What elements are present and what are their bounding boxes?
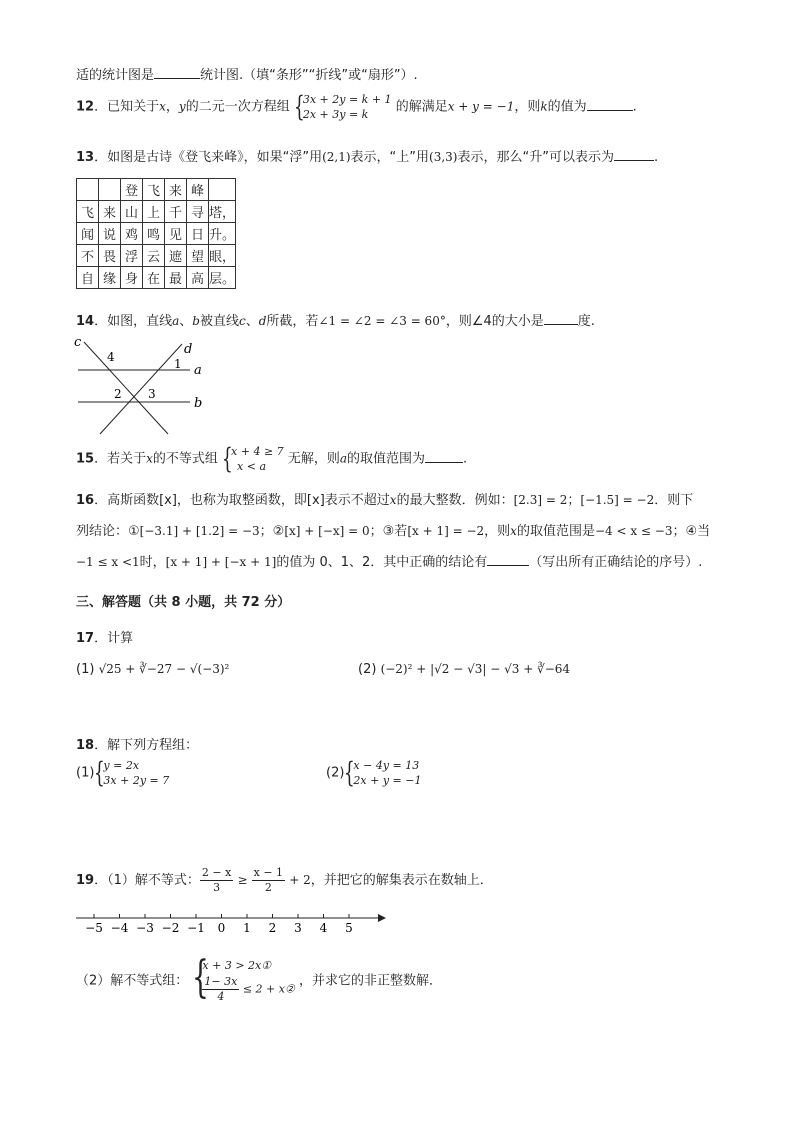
- inequality-2: x < a: [237, 460, 267, 473]
- var-x: x: [510, 524, 517, 538]
- grid-cell: 自: [77, 267, 99, 289]
- axis-arrow-icon: [378, 914, 386, 922]
- q16-text-c: ．则下: [654, 493, 694, 508]
- question-19-part-2: [76, 952, 442, 1004]
- lines-figure: [70, 334, 210, 438]
- q15-text-post2: 的取值范围为: [346, 451, 425, 467]
- grid-cell: 千: [165, 201, 187, 223]
- axis-tick-label: 3: [294, 921, 302, 935]
- question-14: [76, 310, 595, 329]
- grid-cell: 来: [165, 179, 187, 201]
- question-number: 17: [76, 631, 95, 646]
- var-d: d: [258, 314, 267, 328]
- question-18: [76, 734, 198, 753]
- equation-1: y = 2x: [103, 759, 140, 772]
- brace: {: [293, 90, 305, 123]
- question-16-line-1: 16．高斯函数[x]，也称为取整函数，即[x]表示不超过x的最大整数．例如：[2.3] = 2；[−1.5] = −2．则下: [76, 493, 694, 508]
- q18-title: ．解下列方程组：: [94, 738, 199, 753]
- fraction: [200, 866, 233, 895]
- q11-text-2: 统计图.（填“条形”“折线”或“扇形”）.: [200, 68, 418, 83]
- example-1: [2.3] = 2: [513, 493, 568, 507]
- grid-cell: 飞: [143, 179, 165, 201]
- q15-end: .: [463, 451, 468, 467]
- question-12: [76, 92, 637, 122]
- brace: {: [94, 756, 106, 789]
- expression: √25 + ∛−27 − √(−3)²: [98, 662, 230, 676]
- q16-text: ，则: [484, 524, 511, 539]
- expression: (−2)² + |√2 − √3| − √3 + ∛−64: [380, 662, 571, 676]
- var-x: x: [159, 99, 166, 114]
- numerator: 2 − x: [201, 866, 232, 879]
- angle-2-label: 2: [114, 387, 122, 401]
- question-13: [76, 146, 658, 165]
- part-label: (1): [76, 765, 95, 781]
- q12-condition: x + y = −1: [447, 99, 515, 114]
- q14-end: 度.: [577, 314, 595, 329]
- q12-text-post: 的解满足: [395, 99, 448, 115]
- conclusion-3: [x + 1] = −2: [407, 524, 485, 538]
- equation-system: [344, 758, 421, 788]
- var-b: b: [192, 314, 200, 328]
- question-19-part-1: [76, 866, 493, 895]
- q13-end: .: [653, 150, 659, 165]
- var-a: a: [172, 314, 180, 328]
- grid-cell: 说: [99, 223, 121, 245]
- equation-system: [294, 92, 392, 122]
- q15-text-post: 无解，则: [287, 451, 340, 467]
- grid-cell: 浮: [121, 245, 143, 267]
- poem-grid: [76, 178, 236, 289]
- q12-end: .: [632, 99, 637, 115]
- denominator: 4: [217, 990, 225, 1003]
- q13-text: ．如图是古诗《登飞来峰》，如果“浮”用: [94, 150, 323, 165]
- var-x: x: [146, 451, 153, 466]
- q15-text-mid: 的不等式组: [152, 451, 218, 467]
- equation-1: x − 4y = 13: [353, 759, 420, 772]
- q19-text-post: ，并把它的解集表示在数轴上．: [310, 873, 493, 888]
- axis-tick-label: −3: [136, 921, 154, 935]
- ge-sign: ≥: [237, 873, 248, 887]
- grid-cell: 身: [121, 267, 143, 289]
- answer-blank: [154, 66, 200, 79]
- q16-text: ；③若: [369, 524, 408, 539]
- grid-cell: 日: [187, 223, 209, 245]
- q16-text: （写出所有正确结论的序号）.: [529, 555, 703, 570]
- q16-text: 的取值范围是: [516, 524, 595, 539]
- q16-text: 时，: [139, 555, 166, 570]
- axis-tick-label: 5: [345, 921, 353, 935]
- number-line: [74, 908, 390, 936]
- q17-part-2: [358, 662, 570, 677]
- grid-cell: 登: [121, 179, 143, 201]
- var-a: a: [339, 451, 347, 466]
- brace: {: [192, 952, 210, 1003]
- grid-cell: 寻: [187, 201, 209, 223]
- grid-cell: 山: [121, 201, 143, 223]
- q19-text: ．（1）解不等式：: [94, 873, 200, 888]
- q12-text-post3: 的值为: [547, 99, 587, 115]
- grid-cell: [77, 179, 99, 201]
- answer-blank: [487, 553, 529, 566]
- q11-text-1: 适的统计图是: [76, 68, 155, 83]
- question-17: [76, 627, 133, 646]
- fraction: [252, 866, 285, 895]
- numerator: 1− 3x: [204, 975, 238, 988]
- q15-text: ．若关于: [94, 451, 147, 467]
- grid-cell: 峰: [187, 179, 209, 201]
- grid-cell: 眼，: [209, 245, 236, 267]
- q13-text-3: 表示，那么“升”可以表示为: [457, 150, 614, 165]
- grid-cell: 闻: [77, 223, 99, 245]
- question-number: 14: [76, 314, 95, 329]
- var-y: y: [178, 99, 186, 114]
- numerator: x − 1: [253, 866, 284, 879]
- axis-tick-label: 2: [268, 921, 277, 935]
- grid-cell: [99, 179, 121, 201]
- q14-text-2: 被直线: [199, 314, 239, 329]
- grid-cell: [209, 179, 236, 201]
- var-k: k: [540, 99, 548, 114]
- grid-cell: 不: [77, 245, 99, 267]
- section-title: 三、解答题（共 8 小题，共 72 分）: [76, 595, 291, 610]
- question-number: 19: [76, 873, 95, 888]
- equation-1: 3x + 2y = k + 1: [302, 93, 392, 106]
- question-number: 16: [76, 493, 95, 508]
- q14-text: ．如图，直线: [94, 314, 173, 329]
- axis-tick-label: 1: [243, 921, 251, 935]
- answer-blank: [587, 98, 633, 111]
- denominator: 2: [264, 881, 272, 894]
- q14-condition: ∠1 = ∠2 = ∠3 = 60°: [318, 314, 446, 328]
- grid-cell: 缘: [99, 267, 121, 289]
- grid-cell: 高: [187, 267, 209, 289]
- q12-text-post2: ，则: [514, 99, 541, 115]
- conclusion-4-range: −1 ≤ x <1: [76, 555, 140, 569]
- q18-part-1: [76, 758, 169, 788]
- conclusion-3-range: −4 < x ≤ −3: [594, 524, 673, 538]
- grid-cell: 升。: [209, 223, 236, 245]
- q17-part-1: [76, 662, 229, 677]
- example-2: [−1.5] = −2: [580, 493, 655, 507]
- axis-tick-label: −4: [110, 921, 129, 935]
- equation-2: 2x + y = −1: [353, 774, 422, 787]
- grid-cell: 最: [165, 267, 187, 289]
- plus-two: + 2: [289, 873, 311, 887]
- question-16-line-2: [76, 520, 710, 539]
- brace: {: [344, 756, 356, 789]
- grid-cell: 鸣: [143, 223, 165, 245]
- inequality-2-right: ≤ 2 + x②: [242, 982, 295, 996]
- answer-blank: [614, 148, 654, 161]
- question-16-line-3: [76, 551, 702, 570]
- question-number: 12: [76, 99, 95, 115]
- axis-tick-label: −1: [187, 921, 205, 935]
- q13-text-2: 表示，“上”用: [350, 150, 430, 165]
- axis-tick-label: 0: [217, 921, 226, 935]
- part-label: (2): [326, 765, 345, 781]
- grid-cell: 云: [143, 245, 165, 267]
- part-label: (1): [76, 662, 95, 677]
- equation-2: 3x + 2y = 7: [103, 774, 170, 787]
- question-number: 15: [76, 451, 95, 467]
- brace: {: [222, 442, 233, 475]
- var-x: x: [389, 493, 397, 507]
- grid-cell: 飞: [77, 201, 99, 223]
- q11-tail-line: [76, 64, 418, 83]
- answer-blank: [425, 450, 463, 463]
- inequality-system: [192, 952, 295, 1004]
- conclusion-1: [−3.1] + [1.2] = −3: [139, 524, 260, 538]
- q19-text-post: ，并求它的非正整数解．: [298, 973, 442, 989]
- label-a: a: [194, 363, 202, 378]
- q14-text-3: 所截，若: [266, 314, 319, 329]
- denominator: 3: [213, 881, 221, 894]
- axis-tick-label: −5: [85, 921, 103, 935]
- part-label: (2): [358, 662, 377, 677]
- grid-cell: 遮: [165, 245, 187, 267]
- q14-sep: 、: [179, 314, 193, 329]
- q16-text-b: 的最大整数．例如：: [396, 493, 514, 508]
- inequality-1: x + 4 ≥ 7: [231, 445, 284, 458]
- angle-1-label: 1: [174, 357, 182, 371]
- equation-system: [94, 758, 169, 788]
- q18-part-2: [326, 758, 421, 788]
- q16-text: ．高斯函数[x]，也称为取整函数，即[x]表示不超过: [94, 493, 390, 508]
- axis-tick-label: 4: [319, 921, 328, 935]
- axis-ticks: [85, 914, 353, 935]
- label-c: c: [74, 335, 82, 350]
- q16-text: 列结论：①: [76, 524, 140, 539]
- inequality-system: [222, 444, 284, 474]
- grid-cell: 鸡: [121, 223, 143, 245]
- grid-cell: 畏: [99, 245, 121, 267]
- var-c: c: [238, 314, 246, 328]
- grid-cell: 层。: [209, 267, 236, 289]
- question-number: 18: [76, 738, 95, 753]
- question-number: 13: [76, 150, 95, 165]
- point-1: (2,1): [322, 150, 351, 164]
- angle-4-label: 4: [107, 350, 115, 364]
- grid-cell: 望: [187, 245, 209, 267]
- label-d: d: [184, 342, 193, 357]
- axis-tick-label: −2: [161, 921, 180, 935]
- q16-text: ；④当: [672, 524, 711, 539]
- grid-cell: 见: [165, 223, 187, 245]
- q12-text: ．已知关于: [94, 99, 160, 115]
- grid-cell: 来: [99, 201, 121, 223]
- q17-title: ．计算: [94, 631, 134, 646]
- q12-sep: ，: [165, 99, 179, 115]
- question-15: [76, 444, 467, 474]
- label-b: b: [194, 396, 203, 411]
- q14-sep: 、: [245, 314, 259, 329]
- q16-text: ；②: [259, 524, 285, 539]
- inequality-1: x + 3 > 2x①: [202, 959, 272, 972]
- q14-text-4: ，则∠4的大小是: [445, 314, 544, 329]
- q19-text: （2）解不等式组：: [76, 973, 189, 989]
- conclusion-4-expr: [x + 1] + [−x + 1]: [165, 555, 277, 569]
- q16-text: 的值为 0、1、2．其中正确的结论有: [276, 555, 488, 570]
- conclusion-2: [x] + [−x] = 0: [284, 524, 370, 538]
- grid-cell: 上: [143, 201, 165, 223]
- point-2: (3,3): [429, 150, 458, 164]
- q12-text-mid: 的二元一次方程组: [185, 99, 290, 115]
- answer-blank: [544, 312, 578, 325]
- grid-cell: 在: [143, 267, 165, 289]
- equation-2: 2x + 3y = k: [302, 108, 369, 121]
- grid-cell: 塔，: [209, 201, 236, 223]
- angle-3-label: 3: [148, 387, 156, 401]
